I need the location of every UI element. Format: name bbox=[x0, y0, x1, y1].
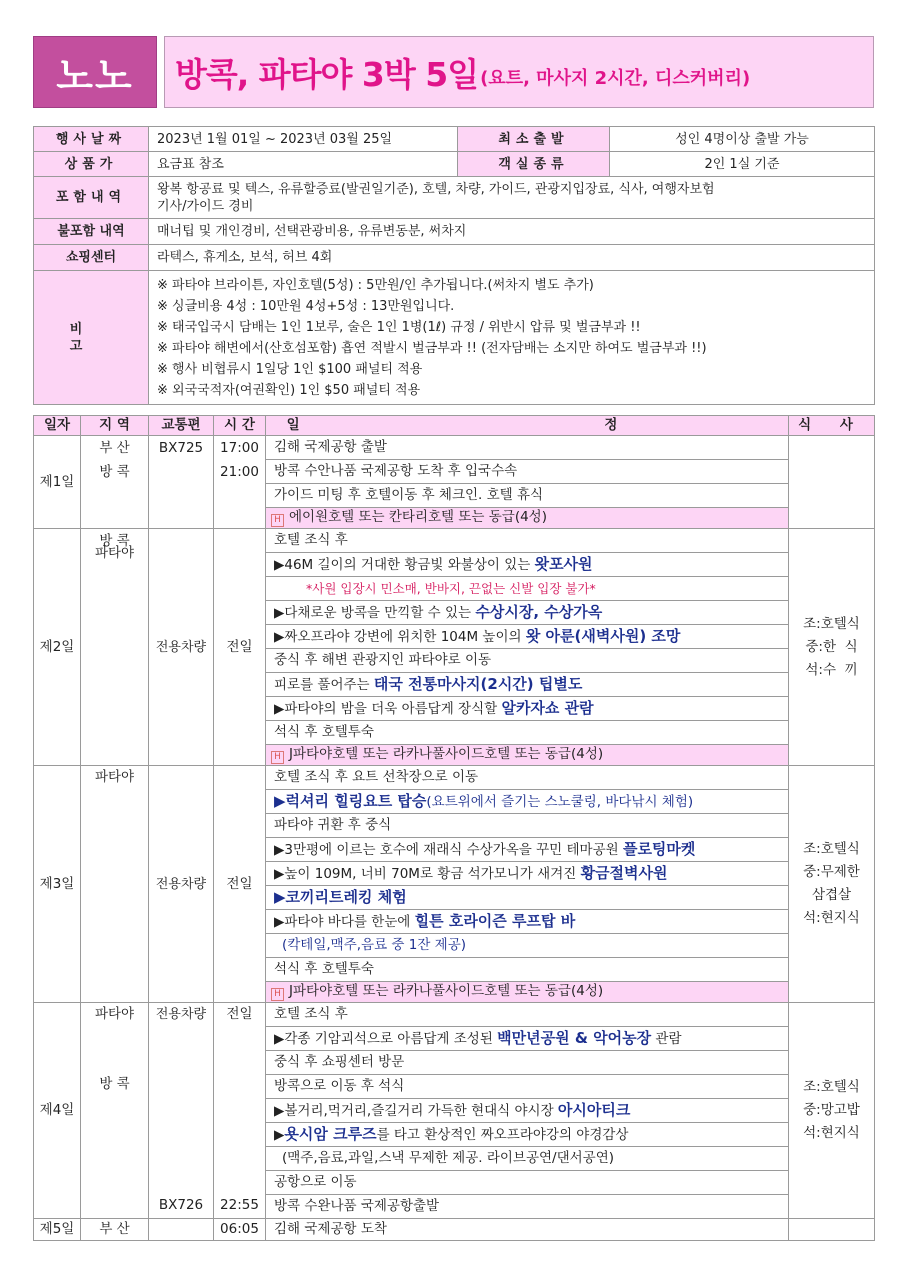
plan-line: 중식 후 쇼핑센터 방문 bbox=[266, 1051, 789, 1075]
region: 파타야 bbox=[94, 545, 135, 561]
meal-lunch-detail: 삼겹살 bbox=[811, 887, 852, 903]
plan-line bbox=[266, 1027, 789, 1051]
plan-line bbox=[266, 625, 789, 649]
title-box bbox=[164, 36, 874, 108]
plan-text: ▶높이 109M, 너비 70M로 황금 석가모니가 새겨진 bbox=[274, 865, 581, 882]
highlight: ▶럭셔리 힐링요트 탑승 bbox=[274, 791, 427, 810]
highlight: 태국 전통마사지(2시간) 팁별도 bbox=[373, 674, 583, 693]
plan-text: 를 타고 환상적인 짜오프라야강의 야경감상 bbox=[376, 1126, 629, 1143]
region: 파타야 bbox=[94, 1006, 135, 1022]
period-value: 2023년 1월 01일 ~ 2023년 03월 25일 bbox=[149, 127, 458, 152]
note-item: ※ 파타야 브라이튼, 자인호텔(5성) : 5만원/인 추가됩니다.(써차지 별도 추가) bbox=[157, 277, 594, 293]
note-item: ※ 싱글비용 4성 : 10만원 4성+5성 : 13만원입니다. bbox=[157, 298, 455, 314]
price-value: 요금표 참조 bbox=[149, 152, 458, 177]
plan-line: 호텔 조식 후 bbox=[266, 529, 789, 553]
day-4-label: 제4일 bbox=[34, 1003, 81, 1219]
day-1-meal bbox=[789, 436, 875, 529]
day-5-meal bbox=[789, 1219, 875, 1241]
day-5-time: 06:05 bbox=[214, 1219, 266, 1241]
excl-value: 매너팁 및 개인경비, 선택관광비용, 유류변동분, 써차지 bbox=[149, 219, 875, 245]
page-subtitle: (요트, 마사지 2시간, 디스커버리) bbox=[480, 68, 751, 89]
day-1-region bbox=[81, 436, 149, 529]
hotel-icon: H bbox=[271, 751, 284, 764]
plan-text: ▶짜오프라야 강변에 위치한 104M 높이의 bbox=[274, 628, 526, 645]
day-5-label: 제5일 bbox=[34, 1219, 81, 1241]
highlight: 알카자쇼 관람 bbox=[501, 698, 594, 717]
min-value: 성인 4명이상 출발 가능 bbox=[610, 127, 875, 152]
note-label: 비 고 bbox=[34, 271, 149, 405]
shop-label: 쇼핑센터 bbox=[34, 245, 149, 271]
day-2-region bbox=[81, 529, 149, 766]
plan-line: 호텔 조식 후 요트 선착장으로 이동 bbox=[266, 766, 789, 790]
warning-text: *사원 입장시 민소매, 반바지, 끈없는 신발 입장 불가* bbox=[306, 580, 596, 596]
day-2-transport: 전용차량 bbox=[149, 529, 214, 766]
incl-line-2: 기사/가이드 경비 bbox=[157, 198, 254, 214]
meal-dinner: 석:현지식 bbox=[803, 1125, 860, 1141]
meal-lunch: 중:망고밥 bbox=[803, 1102, 860, 1118]
time: 21:00 bbox=[220, 464, 259, 480]
highlight: 힐튼 호라이즌 루프탑 바 bbox=[414, 911, 576, 930]
plan-text: ▶볼거리,먹거리,즐길거리 가득한 현대식 야시장 bbox=[274, 1102, 558, 1119]
day-3-transport: 전용차량 bbox=[149, 766, 214, 1003]
plan-text: ▶파타야 바다를 한눈에 bbox=[274, 913, 415, 930]
region: 방 콕 bbox=[99, 1076, 130, 1092]
note-item: ※ 파타야 해변에서(산호섬포함) 흡연 적발시 벌금부과 !! (전자담배는 소지만 하여도 벌금부과 !!) bbox=[157, 340, 707, 356]
time: 전일 bbox=[226, 1006, 253, 1022]
day-3-meal bbox=[789, 766, 875, 1003]
time: 22:55 bbox=[220, 1197, 259, 1213]
price-label: 상품가 bbox=[34, 152, 149, 177]
day-3-label: 제3일 bbox=[34, 766, 81, 1003]
plan-line: 중식 후 해변 관광지인 파타야로 이동 bbox=[266, 649, 789, 673]
hotel-icon: H bbox=[271, 514, 284, 527]
notes-list bbox=[149, 271, 875, 405]
excl-label: 불포함 내역 bbox=[34, 219, 149, 245]
plan-line bbox=[266, 1099, 789, 1123]
hotel-name: 에이원호텔 또는 칸타리호텔 또는 동급(4성) bbox=[289, 509, 547, 525]
note-item: ※ 외국국적자(여권확인) 1인 $50 패널티 적용 bbox=[157, 382, 421, 398]
schedule-table bbox=[33, 415, 875, 1241]
hotel-name: J파타야호텔 또는 라카나풀사이드호텔 또는 동급(4성) bbox=[289, 983, 604, 999]
plan-line bbox=[266, 910, 789, 934]
highlight: 아시아티크 bbox=[557, 1100, 631, 1119]
highlight: 왓포사원 bbox=[534, 554, 593, 573]
highlight: 백만년공원 & 악어농장 bbox=[497, 1028, 652, 1047]
plan-line: 공항으로 이동 bbox=[266, 1171, 789, 1195]
meal-dinner: 석:수 끼 bbox=[805, 661, 858, 678]
region: 부 산 bbox=[99, 440, 130, 456]
brand-logo: 노노 bbox=[33, 36, 157, 108]
day-1-transport bbox=[149, 436, 214, 529]
meal-breakfast: 조:호텔식 bbox=[803, 615, 860, 632]
plan-text: ▶ bbox=[274, 1126, 285, 1143]
plan-line bbox=[266, 577, 789, 601]
note-item: ※ 행사 비협류시 1일당 1인 $100 패널티 적용 bbox=[157, 361, 423, 377]
plan-line: (칵테일,맥주,음료 중 1잔 제공) bbox=[266, 934, 789, 958]
hotel-icon: H bbox=[271, 988, 284, 1001]
day-1-time bbox=[214, 436, 266, 529]
highlight: 수상시장, 수상가옥 bbox=[475, 602, 603, 621]
plan-line: 파타야 귀환 후 중식 bbox=[266, 814, 789, 838]
period-label: 행사날짜 bbox=[34, 127, 149, 152]
plan-line bbox=[266, 673, 789, 697]
time: 17:00 bbox=[220, 440, 259, 456]
plan-line: 방콕으로 이동 후 석식 bbox=[266, 1075, 789, 1099]
day-5-transport bbox=[149, 1219, 214, 1241]
hotel-line bbox=[266, 745, 789, 766]
room-label: 객실종류 bbox=[458, 152, 610, 177]
plan-line bbox=[266, 553, 789, 577]
flight-number: BX726 bbox=[158, 1197, 204, 1213]
hotel-line bbox=[266, 508, 789, 529]
meal-breakfast: 조:호텔식 bbox=[803, 841, 860, 857]
plan-text: 관람 bbox=[651, 1030, 682, 1047]
header-plan: 일 정 bbox=[266, 416, 789, 436]
day-4-region bbox=[81, 1003, 149, 1219]
header-transport: 교통편 bbox=[149, 416, 214, 436]
header bbox=[33, 36, 874, 108]
info-table bbox=[33, 126, 875, 405]
page-title: 방콕, 파타야 3박 5일 bbox=[175, 54, 479, 94]
day-2-time: 전일 bbox=[214, 529, 266, 766]
plan-line: 호텔 조식 후 bbox=[266, 1003, 789, 1027]
note-item: ※ 태국입국시 담배는 1인 1보루, 술은 1인 1병(1ℓ) 규정 / 위반시 압류 및 벌금부과 !! bbox=[157, 319, 641, 335]
plan-line: 석식 후 호텔투숙 bbox=[266, 721, 789, 745]
plan-line: (맥주,음료,과일,스낵 무제한 제공. 라이브공연/댄서공연) bbox=[266, 1147, 789, 1171]
highlight: 플로팅마켓 bbox=[622, 839, 696, 858]
highlight: 황금절벽사원 bbox=[580, 863, 668, 882]
day-3-time: 전일 bbox=[214, 766, 266, 1003]
min-label: 최소출발 bbox=[458, 127, 610, 152]
transport: 전용차량 bbox=[155, 1007, 207, 1022]
shop-value: 라텍스, 휴게소, 보석, 허브 4회 bbox=[149, 245, 875, 271]
plan-text: (요트위에서 즐기는 스노쿨링, 바다낚시 체험) bbox=[426, 793, 694, 810]
plan-line bbox=[266, 886, 789, 910]
incl-line-1: 왕복 항공료 및 텍스, 유류할증료(발권일기준), 호텔, 차량, 가이드, 관광지입장료, 식사, 여행자보험 bbox=[157, 181, 715, 197]
plan-text: 피로를 풀어주는 bbox=[274, 676, 374, 693]
day-3-region: 파타야 bbox=[81, 766, 149, 1003]
plan-line bbox=[266, 601, 789, 625]
highlight: 왓 아룬(새벽사원) 조망 bbox=[525, 626, 681, 645]
plan-line bbox=[266, 697, 789, 721]
meal-lunch: 중:무제한 bbox=[803, 864, 860, 880]
plan-line: 방콕 수완나품 국제공항출발 bbox=[266, 1195, 789, 1219]
highlight: ▶코끼리트레킹 체험 bbox=[274, 887, 407, 906]
plan-line: 김해 국제공항 도착 bbox=[266, 1219, 789, 1241]
plan-line: 방콕 수안나품 국제공항 도착 후 입국수속 bbox=[266, 460, 789, 484]
day-4-time bbox=[214, 1003, 266, 1219]
day-2-label: 제2일 bbox=[34, 529, 81, 766]
header-day: 일자 bbox=[34, 416, 81, 436]
incl-value bbox=[149, 177, 875, 219]
plan-line bbox=[266, 1123, 789, 1147]
header-meal: 식 사 bbox=[789, 416, 875, 436]
hotel-line bbox=[266, 982, 789, 1003]
plan-text: ▶각종 기암괴석으로 아름답게 조성된 bbox=[274, 1030, 498, 1047]
plan-line bbox=[266, 790, 789, 814]
plan-line: 석식 후 호텔투숙 bbox=[266, 958, 789, 982]
meal-dinner: 석:현지식 bbox=[803, 910, 860, 926]
plan-text: ▶파타야의 밤을 더욱 아름답게 장식할 bbox=[274, 700, 502, 717]
flight-number: BX725 bbox=[158, 440, 204, 456]
plan-line: 김해 국제공항 출발 bbox=[266, 436, 789, 460]
plan-text: ▶46M 길이의 거대한 황금빛 와불상이 있는 bbox=[274, 556, 535, 573]
hotel-name: J파타야호텔 또는 라카나풀사이드호텔 또는 동급(4성) bbox=[289, 746, 604, 762]
day-5-region: 부 산 bbox=[81, 1219, 149, 1241]
day-1-label: 제1일 bbox=[34, 436, 81, 529]
meal-lunch: 중:한 식 bbox=[805, 638, 858, 655]
plan-line bbox=[266, 838, 789, 862]
plan-line bbox=[266, 862, 789, 886]
room-value: 2인 1실 기준 bbox=[610, 152, 875, 177]
region: 방 콕 bbox=[99, 533, 130, 549]
day-2-meal bbox=[789, 529, 875, 766]
header-time: 시 간 bbox=[214, 416, 266, 436]
day-4-meal bbox=[789, 1003, 875, 1219]
plan-line: 가이드 미팅 후 호텔이동 후 체크인. 호텔 휴식 bbox=[266, 484, 789, 508]
plan-text: ▶다채로운 방콕을 만끽할 수 있는 bbox=[274, 604, 476, 621]
day-4-transport bbox=[149, 1003, 214, 1219]
incl-label: 포함내역 bbox=[34, 177, 149, 219]
highlight: 욧시암 크루즈 bbox=[284, 1124, 377, 1143]
header-region: 지 역 bbox=[81, 416, 149, 436]
region: 방 콕 bbox=[99, 464, 130, 480]
plan-text: ▶3만평에 이르는 호수에 재래식 수상가옥을 꾸민 테마공원 bbox=[274, 841, 623, 858]
meal-breakfast: 조:호텔식 bbox=[803, 1079, 860, 1095]
